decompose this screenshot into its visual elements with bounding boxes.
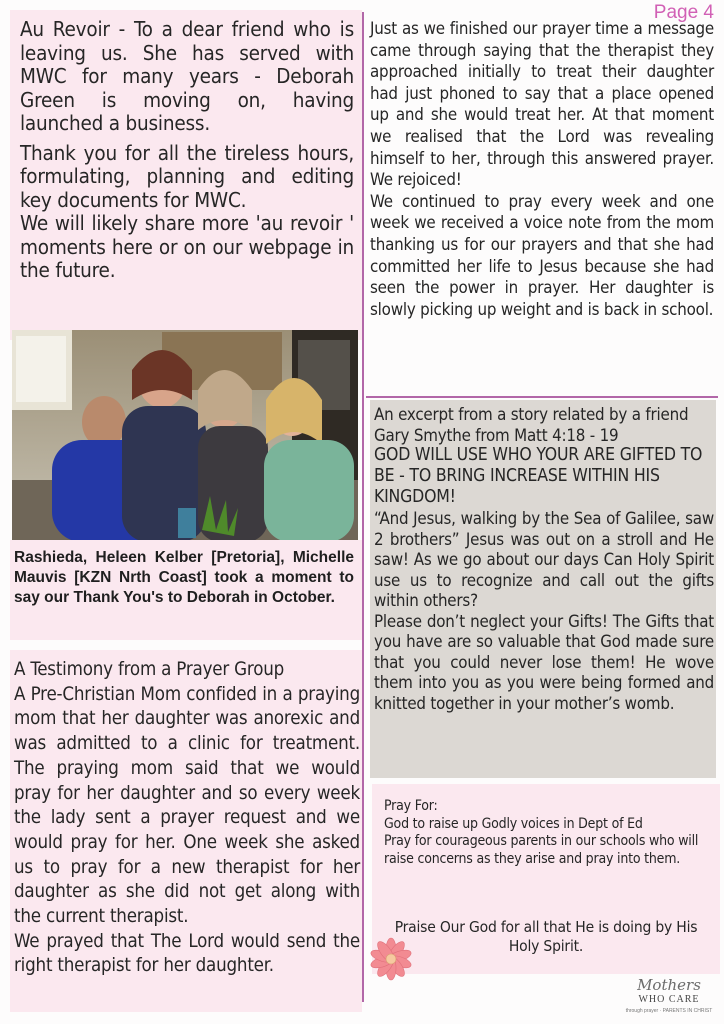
prayer-item: Pray for courageous parents in our schools who will raise concerns as they arise and pray into them. [384, 833, 699, 867]
excerpt-gifts-paragraph: Please don’t neglect your Gifts! The Gifts that you have are so valuable that God made sure that you could never lose them! He wove them into you as you were being formed and knitted together in your mother’s womb. [374, 610, 714, 713]
prayer-list [384, 798, 712, 868]
testimony-title: A Testimony from a Prayer Group [14, 659, 285, 680]
excerpt-headline: GOD WILL USE WHO YOUR ARE GIFTED TO BE - TO BRING INCREASE WITHIN HIS KINGDOM! [374, 445, 703, 507]
excerpt-intro: An excerpt from a story related by a friend Gary Smythe from Matt 4:18 - 19 [374, 404, 689, 445]
prayer-item: God to raise up Godly voices in Dept of Ed [384, 815, 643, 832]
section-rule [366, 396, 718, 398]
answered-prayer-paragraph: Just as we finished our prayer time a message came through saying that the therapist they approached initially to treat their daughter had just phoned to say that a place opened up and she would treat her. At that moment we realised that the Lord was revealing himself to her, through this answered prayer. We rejoiced! [370, 18, 714, 190]
mothers-who-care-logo [622, 976, 716, 1022]
testimony-ending: We prayed that The Lord would send the right therapist for her daughter. [14, 930, 360, 977]
photo-caption: Rashieda, Heleen Kelber [Pretoria], Michelle Mauvis [KZN Nrth Coast] took a moment to say our Thank You's to Deborah in October. [14, 549, 354, 606]
story-continued [370, 18, 714, 320]
au-revoir-article [20, 18, 354, 283]
page-number: Page 4 [653, 2, 714, 23]
au-revoir-intro: Au Revoir - To a dear friend who is leaving us. She has served with MWC for many years - Deborah Green is moving on, having launched a business. [20, 17, 354, 135]
flower-icon [368, 936, 414, 982]
group-photo-image [12, 330, 358, 542]
praise-line: Praise Our God for all that He is doing by His Holy Spirit. [394, 918, 698, 955]
column-divider [362, 12, 364, 1002]
prayer-heading: Pray For: [384, 798, 438, 814]
au-revoir-more: We will likely share more 'au revoir ' moments here or on our webpage in the future. [20, 211, 354, 282]
excerpt-scripture-paragraph: “And Jesus, walking by the Sea of Galilee, saw 2 brothers” Jesus was out on a stroll and He saw! As we go about our days Can Holy Spirit use us to recognize and call out the gifts within others? [374, 508, 714, 610]
au-revoir-thanks: Thank you for all the tireless hours, formulating, planning and editing key documents for MWC. [20, 140, 354, 212]
voice-note-paragraph: We continued to pray every week and one week we received a voice note from the mom thanking us for our prayers and that she had committed her life to Jesus because she had seen the power in prayer. Her daughter is slowly picking up weight and is back in school. [370, 190, 714, 319]
group-photo [12, 330, 358, 542]
logo-tagline: through prayer · PARENTS IN CHRIST [625, 1008, 713, 1014]
testimony-body: A Pre-Christian Mom confided in a praying mom that her daughter was anorexic and was admitted to a clinic for treatment. The praying mom said that we would pray for her daughter and so every week the lady sent a prayer request and we would pray for her. One week she asked us to pray for a new therapist for her daughter as she did not get along with the current therapist. [14, 683, 360, 928]
logo-script: Mothers [637, 976, 701, 994]
logo-who-care: WHO CARE [638, 994, 700, 1005]
excerpt-article [374, 404, 714, 713]
testimony-article [14, 658, 360, 979]
